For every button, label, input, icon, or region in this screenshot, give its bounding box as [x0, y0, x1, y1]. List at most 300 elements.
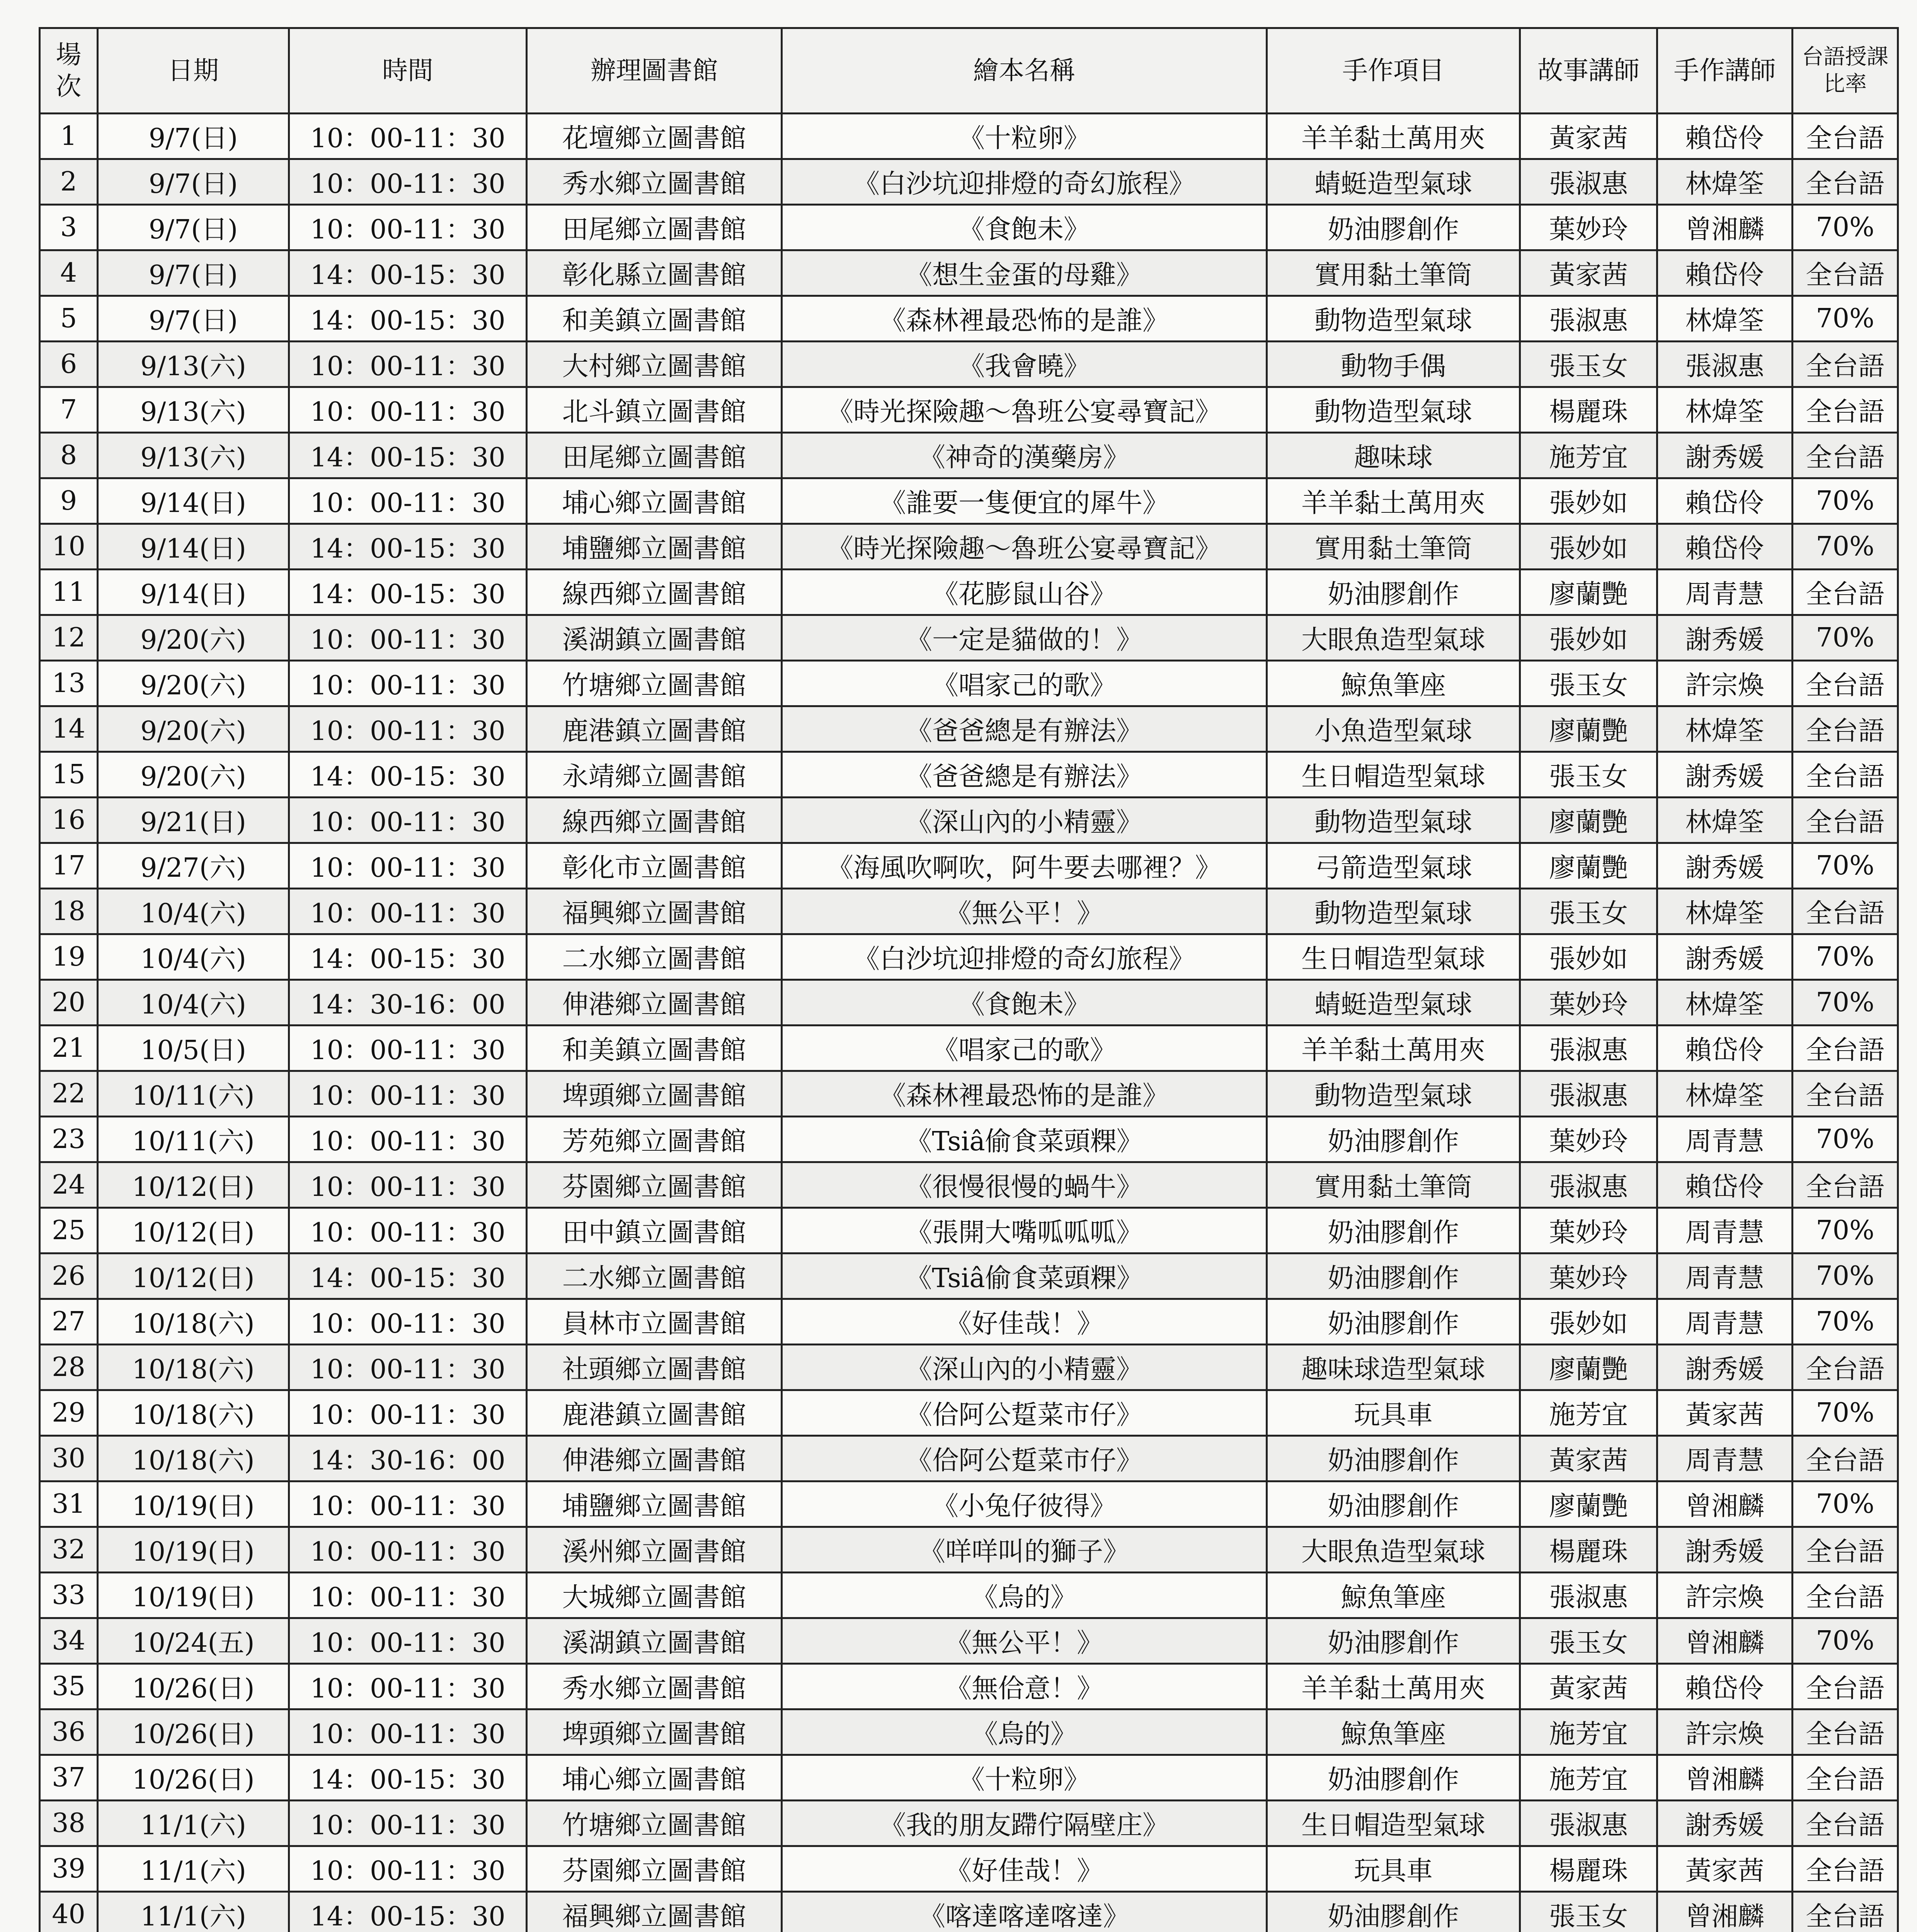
- header-library: 辦理圖書館: [527, 28, 782, 114]
- cell-library: 芬園鄉立圖書館: [527, 1846, 782, 1892]
- cell-book: 《誰要一隻便宜的犀牛》: [782, 478, 1267, 524]
- cell-craft: 奶油膠創作: [1267, 1755, 1520, 1801]
- cell-date: 10/18(六): [98, 1345, 289, 1390]
- cell-craft: 奶油膠創作: [1267, 1299, 1520, 1345]
- cell-date: 11/1(六): [98, 1846, 289, 1892]
- cell-no: 35: [40, 1664, 98, 1709]
- cell-book: 《好佳哉！》: [782, 1299, 1267, 1345]
- cell-book: 《海風吹啊吹，阿牛要去哪裡？》: [782, 843, 1267, 889]
- cell-no: 40: [40, 1892, 98, 1932]
- cell-date: 9/7(日): [98, 205, 289, 250]
- cell-no: 5: [40, 296, 98, 342]
- cell-library: 彰化縣立圖書館: [527, 250, 782, 296]
- cell-craft-teacher: 曾湘麟: [1657, 1892, 1793, 1932]
- cell-time: 10：00-11：30: [289, 1527, 527, 1573]
- table-row: [40, 1071, 1898, 1117]
- cell-craft: 玩具車: [1267, 1390, 1520, 1436]
- table-row: [40, 1755, 1898, 1801]
- cell-craft: 奶油膠創作: [1267, 1436, 1520, 1481]
- cell-storyteller: 張妙如: [1520, 615, 1657, 661]
- cell-ratio: 全台語: [1793, 706, 1898, 752]
- cell-craft-teacher: 賴岱伶: [1657, 1664, 1793, 1709]
- cell-date: 10/5(日): [98, 1026, 289, 1071]
- table-row: [40, 661, 1898, 706]
- cell-no: 33: [40, 1573, 98, 1618]
- cell-craft: 生日帽造型氣球: [1267, 752, 1520, 798]
- cell-time: 10：00-11：30: [289, 615, 527, 661]
- cell-craft-teacher: 林煒筌: [1657, 798, 1793, 843]
- cell-book: 《佮阿公踅菜市仔》: [782, 1436, 1267, 1481]
- cell-craft-teacher: 曾湘麟: [1657, 1481, 1793, 1527]
- cell-no: 4: [40, 250, 98, 296]
- cell-date: 9/7(日): [98, 159, 289, 205]
- cell-storyteller: 葉妙玲: [1520, 980, 1657, 1026]
- cell-library: 埤頭鄉立圖書館: [527, 1071, 782, 1117]
- cell-no: 19: [40, 934, 98, 980]
- cell-ratio: 全台語: [1793, 1071, 1898, 1117]
- cell-time: 10：00-11：30: [289, 1618, 527, 1664]
- cell-time: 10：00-11：30: [289, 342, 527, 387]
- cell-no: 9: [40, 478, 98, 524]
- table-row: [40, 1846, 1898, 1892]
- cell-date: 10/4(六): [98, 934, 289, 980]
- cell-craft-teacher: 林煒筌: [1657, 706, 1793, 752]
- cell-craft-teacher: 謝秀媛: [1657, 843, 1793, 889]
- cell-date: 9/20(六): [98, 661, 289, 706]
- cell-ratio: 全台語: [1793, 570, 1898, 615]
- header-no: 場次: [40, 28, 98, 114]
- header-craft: 手作項目: [1267, 28, 1520, 114]
- cell-ratio: 全台語: [1793, 798, 1898, 843]
- cell-storyteller: 廖蘭艷: [1520, 843, 1657, 889]
- cell-craft: 羊羊黏土萬用夾: [1267, 478, 1520, 524]
- cell-craft-teacher: 賴岱伶: [1657, 524, 1793, 570]
- cell-ratio: 全台語: [1793, 1573, 1898, 1618]
- cell-storyteller: 廖蘭艷: [1520, 570, 1657, 615]
- cell-storyteller: 張妙如: [1520, 1299, 1657, 1345]
- cell-storyteller: 廖蘭艷: [1520, 706, 1657, 752]
- table-row: [40, 615, 1898, 661]
- cell-library: 福興鄉立圖書館: [527, 1892, 782, 1932]
- cell-storyteller: 張妙如: [1520, 478, 1657, 524]
- cell-no: 39: [40, 1846, 98, 1892]
- table-row: [40, 1345, 1898, 1390]
- header-time: 時間: [289, 28, 527, 114]
- cell-library: 社頭鄉立圖書館: [527, 1345, 782, 1390]
- cell-storyteller: 黃家茜: [1520, 114, 1657, 159]
- cell-ratio: 70%: [1793, 615, 1898, 661]
- cell-date: 10/12(日): [98, 1208, 289, 1253]
- table-row: [40, 1709, 1898, 1755]
- table-row: [40, 706, 1898, 752]
- cell-craft: 鯨魚筆座: [1267, 661, 1520, 706]
- cell-time: 14：00-15：30: [289, 1892, 527, 1932]
- cell-book: 《爸爸總是有辦法》: [782, 752, 1267, 798]
- cell-date: 10/19(日): [98, 1573, 289, 1618]
- cell-craft: 奶油膠創作: [1267, 1892, 1520, 1932]
- cell-library: 秀水鄉立圖書館: [527, 159, 782, 205]
- cell-book: 《Tsiâ偷食菜頭粿》: [782, 1117, 1267, 1162]
- cell-time: 10：00-11：30: [289, 1664, 527, 1709]
- cell-craft-teacher: 賴岱伶: [1657, 1026, 1793, 1071]
- cell-ratio: 70%: [1793, 934, 1898, 980]
- cell-no: 12: [40, 615, 98, 661]
- cell-storyteller: 施芳宜: [1520, 433, 1657, 478]
- cell-library: 福興鄉立圖書館: [527, 889, 782, 934]
- cell-time: 10：00-11：30: [289, 1345, 527, 1390]
- cell-book: 《深山內的小精靈》: [782, 798, 1267, 843]
- cell-ratio: 70%: [1793, 1299, 1898, 1345]
- cell-storyteller: 張玉女: [1520, 661, 1657, 706]
- cell-time: 10：00-11：30: [289, 1026, 527, 1071]
- cell-craft-teacher: 許宗煥: [1657, 1573, 1793, 1618]
- table-row: [40, 1664, 1898, 1709]
- cell-book: 《喀達喀達喀達》: [782, 1892, 1267, 1932]
- cell-storyteller: 施芳宜: [1520, 1709, 1657, 1755]
- cell-time: 10：00-11：30: [289, 114, 527, 159]
- cell-date: 10/26(日): [98, 1709, 289, 1755]
- cell-storyteller: 張玉女: [1520, 889, 1657, 934]
- cell-no: 10: [40, 524, 98, 570]
- cell-time: 14：30-16：00: [289, 1436, 527, 1481]
- table-row: [40, 250, 1898, 296]
- cell-library: 芳苑鄉立圖書館: [527, 1117, 782, 1162]
- header-craft-teacher: 手作講師: [1657, 28, 1793, 114]
- cell-no: 15: [40, 752, 98, 798]
- table-row: [40, 1801, 1898, 1846]
- cell-ratio: 全台語: [1793, 1162, 1898, 1208]
- cell-craft: 奶油膠創作: [1267, 205, 1520, 250]
- cell-time: 10：00-11：30: [289, 1709, 527, 1755]
- table-row: [40, 752, 1898, 798]
- table-row: [40, 478, 1898, 524]
- cell-no: 27: [40, 1299, 98, 1345]
- cell-book: 《森林裡最恐怖的是誰》: [782, 1071, 1267, 1117]
- cell-book: 《時光探險趣～魯班公宴尋寶記》: [782, 524, 1267, 570]
- table-row: [40, 433, 1898, 478]
- cell-time: 10：00-11：30: [289, 159, 527, 205]
- cell-storyteller: 施芳宜: [1520, 1390, 1657, 1436]
- cell-craft-teacher: 周青慧: [1657, 1436, 1793, 1481]
- cell-library: 秀水鄉立圖書館: [527, 1664, 782, 1709]
- cell-no: 2: [40, 159, 98, 205]
- cell-time: 10：00-11：30: [289, 1801, 527, 1846]
- cell-time: 10：00-11：30: [289, 889, 527, 934]
- cell-craft: 動物造型氣球: [1267, 296, 1520, 342]
- cell-craft: 大眼魚造型氣球: [1267, 615, 1520, 661]
- cell-book: 《時光探險趣～魯班公宴尋寶記》: [782, 387, 1267, 433]
- cell-no: 23: [40, 1117, 98, 1162]
- table-header: [40, 28, 1898, 114]
- cell-craft-teacher: 林煒筌: [1657, 1071, 1793, 1117]
- cell-date: 10/19(日): [98, 1527, 289, 1573]
- table-row: [40, 159, 1898, 205]
- cell-date: 9/14(日): [98, 524, 289, 570]
- table-row: [40, 843, 1898, 889]
- cell-ratio: 全台語: [1793, 1436, 1898, 1481]
- cell-time: 10：00-11：30: [289, 661, 527, 706]
- cell-date: 10/11(六): [98, 1071, 289, 1117]
- cell-craft-teacher: 張淑惠: [1657, 342, 1793, 387]
- cell-no: 14: [40, 706, 98, 752]
- cell-library: 溪湖鎮立圖書館: [527, 615, 782, 661]
- cell-craft-teacher: 謝秀媛: [1657, 615, 1793, 661]
- cell-date: 9/13(六): [98, 387, 289, 433]
- cell-storyteller: 黃家茜: [1520, 1436, 1657, 1481]
- cell-storyteller: 張淑惠: [1520, 1071, 1657, 1117]
- cell-no: 30: [40, 1436, 98, 1481]
- cell-storyteller: 張淑惠: [1520, 159, 1657, 205]
- table-row: [40, 524, 1898, 570]
- cell-ratio: 70%: [1793, 980, 1898, 1026]
- cell-ratio: 全台語: [1793, 1026, 1898, 1071]
- cell-time: 14：30-16：00: [289, 980, 527, 1026]
- header-row: [40, 28, 1898, 114]
- table-row: [40, 1573, 1898, 1618]
- table-row: [40, 798, 1898, 843]
- cell-craft-teacher: 林煒筌: [1657, 387, 1793, 433]
- cell-ratio: 全台語: [1793, 1527, 1898, 1573]
- cell-date: 10/4(六): [98, 980, 289, 1026]
- cell-craft: 鯨魚筆座: [1267, 1573, 1520, 1618]
- cell-craft: 生日帽造型氣球: [1267, 934, 1520, 980]
- cell-library: 二水鄉立圖書館: [527, 934, 782, 980]
- cell-library: 埔心鄉立圖書館: [527, 478, 782, 524]
- cell-storyteller: 廖蘭艷: [1520, 798, 1657, 843]
- cell-ratio: 70%: [1793, 478, 1898, 524]
- cell-time: 14：00-15：30: [289, 1755, 527, 1801]
- cell-no: 38: [40, 1801, 98, 1846]
- cell-time: 10：00-11：30: [289, 1573, 527, 1618]
- cell-storyteller: 楊麗珠: [1520, 1846, 1657, 1892]
- cell-book: 《無佮意！》: [782, 1664, 1267, 1709]
- cell-no: 37: [40, 1755, 98, 1801]
- cell-craft: 羊羊黏土萬用夾: [1267, 1664, 1520, 1709]
- cell-ratio: 全台語: [1793, 752, 1898, 798]
- cell-date: 11/1(六): [98, 1892, 289, 1932]
- cell-date: 10/26(日): [98, 1755, 289, 1801]
- cell-time: 14：00-15：30: [289, 250, 527, 296]
- cell-book: 《很慢很慢的蝸牛》: [782, 1162, 1267, 1208]
- cell-book: 《食飽未》: [782, 205, 1267, 250]
- cell-ratio: 70%: [1793, 1117, 1898, 1162]
- cell-book: 《小兔仔彼得》: [782, 1481, 1267, 1527]
- table-row: [40, 296, 1898, 342]
- cell-book: 《我的朋友蹛佇隔壁庄》: [782, 1801, 1267, 1846]
- cell-book: 《食飽未》: [782, 980, 1267, 1026]
- cell-craft-teacher: 謝秀媛: [1657, 1801, 1793, 1846]
- cell-library: 埔鹽鄉立圖書館: [527, 524, 782, 570]
- cell-craft-teacher: 賴岱伶: [1657, 250, 1793, 296]
- cell-book: 《烏的》: [782, 1573, 1267, 1618]
- cell-storyteller: 張玉女: [1520, 342, 1657, 387]
- cell-book: 《想生金蛋的母雞》: [782, 250, 1267, 296]
- cell-ratio: 70%: [1793, 524, 1898, 570]
- cell-craft-teacher: 謝秀媛: [1657, 934, 1793, 980]
- cell-craft: 動物手偶: [1267, 342, 1520, 387]
- cell-storyteller: 張妙如: [1520, 934, 1657, 980]
- cell-time: 10：00-11：30: [289, 1117, 527, 1162]
- cell-book: 《無公平！》: [782, 1618, 1267, 1664]
- cell-craft: 奶油膠創作: [1267, 1253, 1520, 1299]
- cell-storyteller: 葉妙玲: [1520, 205, 1657, 250]
- cell-no: 25: [40, 1208, 98, 1253]
- cell-craft-teacher: 黃家茜: [1657, 1390, 1793, 1436]
- cell-storyteller: 張玉女: [1520, 752, 1657, 798]
- table-row: [40, 114, 1898, 159]
- cell-craft: 生日帽造型氣球: [1267, 1801, 1520, 1846]
- table-row: [40, 1527, 1898, 1573]
- cell-no: 6: [40, 342, 98, 387]
- cell-craft: 大眼魚造型氣球: [1267, 1527, 1520, 1573]
- cell-craft-teacher: 林煒筌: [1657, 296, 1793, 342]
- cell-library: 田尾鄉立圖書館: [527, 433, 782, 478]
- cell-craft-teacher: 曾湘麟: [1657, 1755, 1793, 1801]
- cell-no: 20: [40, 980, 98, 1026]
- cell-date: 9/20(六): [98, 706, 289, 752]
- cell-book: 《張開大嘴呱呱呱》: [782, 1208, 1267, 1253]
- cell-ratio: 全台語: [1793, 387, 1898, 433]
- cell-no: 17: [40, 843, 98, 889]
- cell-storyteller: 葉妙玲: [1520, 1208, 1657, 1253]
- cell-craft: 奶油膠創作: [1267, 1618, 1520, 1664]
- cell-time: 14：00-15：30: [289, 524, 527, 570]
- cell-storyteller: 張淑惠: [1520, 1026, 1657, 1071]
- cell-library: 和美鎮立圖書館: [527, 296, 782, 342]
- cell-craft: 趣味球造型氣球: [1267, 1345, 1520, 1390]
- cell-craft: 奶油膠創作: [1267, 1208, 1520, 1253]
- cell-library: 和美鎮立圖書館: [527, 1026, 782, 1071]
- cell-storyteller: 張妙如: [1520, 524, 1657, 570]
- cell-time: 10：00-11：30: [289, 387, 527, 433]
- cell-storyteller: 張淑惠: [1520, 1162, 1657, 1208]
- cell-craft: 動物造型氣球: [1267, 387, 1520, 433]
- cell-date: 9/21(日): [98, 798, 289, 843]
- cell-library: 伸港鄉立圖書館: [527, 980, 782, 1026]
- cell-date: 9/27(六): [98, 843, 289, 889]
- cell-book: 《好佳哉！》: [782, 1846, 1267, 1892]
- cell-storyteller: 廖蘭艷: [1520, 1481, 1657, 1527]
- cell-library: 彰化市立圖書館: [527, 843, 782, 889]
- cell-date: 9/20(六): [98, 752, 289, 798]
- cell-date: 9/7(日): [98, 114, 289, 159]
- cell-craft-teacher: 黃家茜: [1657, 1846, 1793, 1892]
- cell-craft-teacher: 周青慧: [1657, 1299, 1793, 1345]
- table-body: [40, 114, 1898, 1932]
- cell-book: 《佮阿公踅菜市仔》: [782, 1390, 1267, 1436]
- cell-no: 24: [40, 1162, 98, 1208]
- cell-craft-teacher: 林煒筌: [1657, 980, 1793, 1026]
- table-row: [40, 1892, 1898, 1932]
- cell-craft-teacher: 曾湘麟: [1657, 1618, 1793, 1664]
- cell-craft-teacher: 周青慧: [1657, 1208, 1793, 1253]
- cell-ratio: 全台語: [1793, 159, 1898, 205]
- cell-time: 14：00-15：30: [289, 1253, 527, 1299]
- cell-date: 10/19(日): [98, 1481, 289, 1527]
- cell-ratio: 全台語: [1793, 250, 1898, 296]
- cell-date: 10/24(五): [98, 1618, 289, 1664]
- cell-storyteller: 楊麗珠: [1520, 1527, 1657, 1573]
- cell-storyteller: 葉妙玲: [1520, 1253, 1657, 1299]
- cell-date: 9/14(日): [98, 478, 289, 524]
- cell-time: 10：00-11：30: [289, 843, 527, 889]
- cell-ratio: 全台語: [1793, 1755, 1898, 1801]
- cell-no: 18: [40, 889, 98, 934]
- cell-library: 伸港鄉立圖書館: [527, 1436, 782, 1481]
- cell-library: 埔鹽鄉立圖書館: [527, 1481, 782, 1527]
- cell-craft: 動物造型氣球: [1267, 889, 1520, 934]
- cell-book: 《爸爸總是有辦法》: [782, 706, 1267, 752]
- cell-date: 10/18(六): [98, 1390, 289, 1436]
- cell-book: 《神奇的漢藥房》: [782, 433, 1267, 478]
- cell-book: 《深山內的小精靈》: [782, 1345, 1267, 1390]
- cell-craft: 蜻蜓造型氣球: [1267, 980, 1520, 1026]
- cell-storyteller: 張淑惠: [1520, 296, 1657, 342]
- cell-book: 《十粒卵》: [782, 114, 1267, 159]
- cell-library: 竹塘鄉立圖書館: [527, 1801, 782, 1846]
- cell-date: 10/18(六): [98, 1299, 289, 1345]
- header-storyteller: 故事講師: [1520, 28, 1657, 114]
- table-row: [40, 1299, 1898, 1345]
- cell-craft-teacher: 賴岱伶: [1657, 478, 1793, 524]
- cell-book: 《Tsiâ偷食菜頭粿》: [782, 1253, 1267, 1299]
- cell-craft-teacher: 賴岱伶: [1657, 114, 1793, 159]
- cell-ratio: 全台語: [1793, 889, 1898, 934]
- cell-no: 16: [40, 798, 98, 843]
- cell-ratio: 全台語: [1793, 1892, 1898, 1932]
- cell-craft: 小魚造型氣球: [1267, 706, 1520, 752]
- cell-time: 10：00-11：30: [289, 706, 527, 752]
- cell-library: 鹿港鎮立圖書館: [527, 1390, 782, 1436]
- cell-time: 10：00-11：30: [289, 1071, 527, 1117]
- cell-time: 14：00-15：30: [289, 570, 527, 615]
- table-row: [40, 1481, 1898, 1527]
- cell-library: 線西鄉立圖書館: [527, 798, 782, 843]
- cell-book: 《白沙坑迎排燈的奇幻旅程》: [782, 159, 1267, 205]
- cell-craft-teacher: 謝秀媛: [1657, 1527, 1793, 1573]
- cell-date: 9/20(六): [98, 615, 289, 661]
- cell-no: 8: [40, 433, 98, 478]
- table-row: [40, 342, 1898, 387]
- cell-craft: 玩具車: [1267, 1846, 1520, 1892]
- table-row: [40, 1162, 1898, 1208]
- cell-ratio: 全台語: [1793, 1709, 1898, 1755]
- cell-time: 14：00-15：30: [289, 296, 527, 342]
- cell-time: 10：00-11：30: [289, 1162, 527, 1208]
- cell-no: 26: [40, 1253, 98, 1299]
- cell-storyteller: 施芳宜: [1520, 1755, 1657, 1801]
- cell-ratio: 70%: [1793, 1390, 1898, 1436]
- cell-library: 溪州鄉立圖書館: [527, 1527, 782, 1573]
- cell-time: 10：00-11：30: [289, 205, 527, 250]
- cell-date: 9/13(六): [98, 433, 289, 478]
- cell-craft: 鯨魚筆座: [1267, 1709, 1520, 1755]
- cell-book: 《白沙坑迎排燈的奇幻旅程》: [782, 934, 1267, 980]
- cell-library: 埤頭鄉立圖書館: [527, 1709, 782, 1755]
- table-row: [40, 1436, 1898, 1481]
- cell-craft-teacher: 林煒筌: [1657, 889, 1793, 934]
- cell-craft-teacher: 周青慧: [1657, 570, 1793, 615]
- cell-time: 10：00-11：30: [289, 798, 527, 843]
- table-row: [40, 980, 1898, 1026]
- cell-time: 10：00-11：30: [289, 1299, 527, 1345]
- cell-time: 10：00-11：30: [289, 1390, 527, 1436]
- cell-book: 《無公平！》: [782, 889, 1267, 934]
- cell-date: 11/1(六): [98, 1801, 289, 1846]
- cell-library: 永靖鄉立圖書館: [527, 752, 782, 798]
- table-row: [40, 1208, 1898, 1253]
- cell-craft-teacher: 林煒筌: [1657, 159, 1793, 205]
